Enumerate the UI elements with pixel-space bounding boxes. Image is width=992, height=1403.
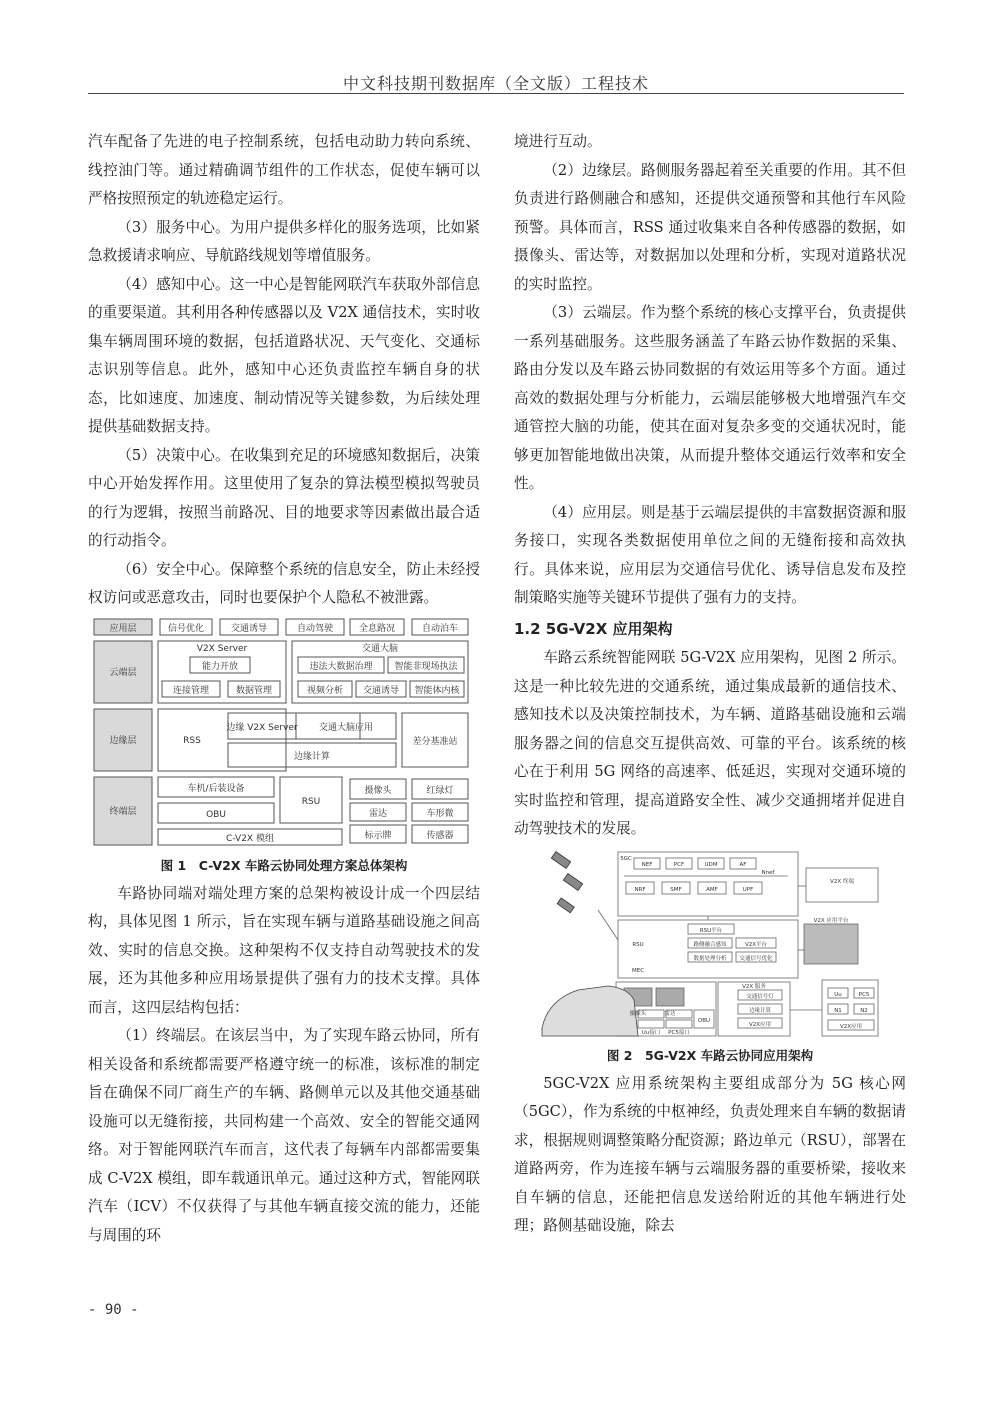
terminal-sensor: 雷达: [368, 808, 388, 819]
fig2-nf: PCF: [673, 861, 685, 868]
terminal-sensor: 传感器: [426, 830, 454, 841]
figure-2-architecture-diagram: [538, 850, 884, 1040]
fig2-rsu-item: V2X平台: [744, 941, 768, 948]
fig2-nf: UPF: [742, 886, 754, 893]
fig2-sensor: 边缘计算: [748, 1007, 772, 1014]
layer-label: 云端层: [109, 667, 137, 678]
cloud-item: 连接管理: [172, 685, 210, 696]
fig2-nf: AF: [739, 861, 747, 868]
fig2-right-item: PC5: [858, 991, 870, 998]
edge-brain: 交通大脑应用: [318, 722, 374, 733]
fig2-right-item: V2X应用: [839, 1023, 863, 1030]
cloud-item: 能力开放: [201, 661, 239, 672]
fig2-right-item: Uu: [834, 991, 842, 998]
fig2-obu-item: PC5接口: [668, 1029, 690, 1036]
edge-compute: 边缘计算: [293, 751, 331, 762]
satellite-icon: [551, 851, 582, 912]
fig2-label: 5GC: [620, 855, 632, 862]
edge-gnss: 差分基准站: [412, 736, 458, 747]
paragraph: （4）感知中心。这一中心是智能网联汽车获取外部信息的重要渠道。其利用各种传感器以及 V2X 通信技术，实时收集车辆周围环境的数据，包括道路状况、天气变化、交通标志识别等信息。此外，感知中心还负责监控车辆自身的状态，比如速度、加速度、制动情况等关键参数，为后续处理提供基础数据支持。: [88, 275, 480, 435]
section-heading: 1.2 5G-V2X 应用架构: [514, 619, 673, 638]
fig2-platform: V2X 应用平台: [813, 917, 849, 924]
layer-label: 终端层: [109, 806, 137, 817]
fig2-nf: NEF: [641, 861, 653, 868]
fig2-rsu: RSU: [632, 941, 644, 948]
layer-label: 边缘层: [109, 735, 137, 746]
paragraph: 5GC-V2X 应用系统架构主要组成部分为 5G 核心网（5GC），作为系统的中枢神经，负责处理来自车辆的数据请求，根据规则调整策略分配资源；路边单元（RSU），部署在道路两旁，作为连接车辆与云端服务器的重要桥梁，接收来自车辆的信息，还能把信息发送给附近的其他车辆进行处理；路侧基础设施，除去: [514, 1074, 906, 1234]
paragraph: （6）安全中心。保障整个系统的信息安全，防止未经授权访问或恶意攻击，同时也要保护个人隐私不被泄露。: [88, 560, 480, 606]
fig2-service: V2X 服务: [742, 983, 766, 990]
fig2-sensor: 摄像头: [629, 1010, 647, 1017]
fig2-nf: NRF: [634, 886, 646, 893]
terminal-sensor: 摄像头: [364, 785, 392, 796]
cloud-title: V2X Server: [196, 643, 248, 654]
layer-label: 应用层: [109, 623, 137, 634]
paragraph: 境进行互动。: [514, 133, 602, 150]
paragraph: （3）云端层。作为整个系统的核心支撑平台，负责提供一系列基础服务。这些服务涵盖了车路云协作数据的采集、路由分发以及车路云协同数据的有效运用等多个方面。通过高效的数据处理与分析能力，云端层能够极大地增强汽车交通管控大脑的功能，使其在面对复杂多变的交通状况时，能够更加智能地做出决策，从而提升整体交通运行效率和安全性。: [514, 304, 906, 492]
app-item: 交通诱导: [230, 623, 268, 634]
terminal-module: C-V2X 模组: [226, 833, 274, 844]
cloud-item: 视频分析: [306, 685, 344, 696]
left-column: [88, 128, 480, 1250]
fig2-nf: UDM: [704, 861, 718, 868]
figure-1-caption: 图 1 C-V2X 车路云协同处理方案总体架构: [160, 857, 408, 873]
app-item: 信号优化: [167, 623, 205, 634]
fig2-obu-item: V2X应用: [748, 1021, 772, 1028]
cloud-item: 数据管理: [235, 685, 273, 696]
terminal-obu: OBU: [206, 809, 226, 820]
paragraph: （4）应用层。则是基于云端层提供的丰富数据资源和服务接口，实现各类数据使用单位之间的无缝衔接和高效执行。具体来说，应用层为交通信号优化、诱导信息发布及控制策略实施等关键环节提供了强有力的支持。: [514, 503, 906, 606]
terminal-sensor: 标示牌: [364, 830, 392, 841]
paragraph: （2）边缘层。路侧服务器起着至关重要的作用。其不但负责进行路侧融合和感知，还提供交通预警和其他行车风险预警。具体而言，RSS 通过收集来自各种传感器的数据，如摄像头、雷达等，对数据加以处理和分析，实现对道路状况的实时监控。: [514, 161, 906, 293]
terminal-sensor: 车形微: [426, 808, 454, 819]
fig2-rsu-item: 数据处理分析: [693, 955, 727, 962]
paragraph: （1）终端层。在该层当中，为了实现车路云协同，所有相关设备和系统都需要严格遵守统一的标准，该标准的制定旨在确保不同厂商生产的车辆、路侧单元以及其他交通基础设施可以无缝衔接，共同构建一个高效、安全的智能交通网络。对于智能网联汽车而言，这代表了每辆车内部都需要集成 C-V2X 模组，即车载通讯单元。通过这种方式，智能网联汽车（ICV）不仅获得了与其他车辆直接交流的能力，还能与周围的环: [88, 1027, 480, 1244]
running-header: 中文科技期刊数据库（全文版）工程技术: [342, 74, 649, 93]
fig2-rsu-item: 路侧融合感知: [693, 941, 727, 948]
figure-1-architecture-diagram: [92, 617, 475, 850]
fig2-right-box: V2X 终端: [830, 878, 854, 885]
paragraph: 车路协同端对端处理方案的总架构被设计成一个四层结构，具体见图 1 所示，旨在实现车辆与道路基础设施之间高效、实时的信息交换。这种架构不仅支持自动驾驶技术的发展，还为其他多种应用场景提供了强有力的技术支撑。具体而言，这四层结构包括：: [88, 884, 480, 1016]
fig2-rsu-item: RSU平台: [699, 927, 723, 934]
fig2-obu-item: Uu接口: [641, 1029, 661, 1036]
fig2-bus: Nnef: [761, 869, 775, 876]
fig2-sensor: 雷达: [664, 1010, 676, 1017]
fig2-right-item: N1: [834, 1007, 842, 1014]
fig2-mec: MEC: [631, 967, 645, 974]
paragraph: 汽车配备了先进的电子控制系统，包括电动助力转向系统、线控油门等。通过精确调节组件的工作状态，促使车辆可以严格按照预定的轨迹稳定运行。: [88, 133, 480, 207]
paragraph: （5）决策中心。在收集到充足的环境感知数据后，决策中心开始发挥作用。这里使用了复杂的算法模型模拟驾驶员的行为逻辑，按照当前路况、目的地要求等因素做出最合适的行动指令。: [88, 446, 480, 549]
page-number: - 90 -: [88, 1302, 139, 1318]
app-item: 自动泊车: [421, 623, 459, 634]
app-item: 自动驾驶: [296, 623, 334, 634]
fig2-right-item: N2: [860, 1007, 868, 1014]
edge-rss: RSS: [183, 735, 201, 746]
cloud-item: 交通诱导: [362, 685, 400, 696]
terminal-rsu: RSU: [301, 796, 321, 807]
paragraph: 车路云系统智能网联 5G-V2X 应用架构，见图 2 所示。这是一种比较先进的交通系统，通过集成最新的通信技术、感知技术以及决策控制技术，为车辆、道路基础设施和云端服务器之间的信息交互提供高效、可靠的平台。该系统的核心在于利用 5G 网络的高速率、低延迟，实现对交通环境的实时监控和管理，提高道路安全性、减少交通拥堵并促进自动驾驶技术的发展。: [514, 649, 906, 837]
cloud-item: 违法大数据治理: [309, 661, 373, 672]
right-column: [514, 128, 906, 1241]
terminal-vehicle: 车机/后装设备: [187, 783, 245, 794]
cloud-title: 交通大脑: [361, 643, 399, 654]
terminal-sensor: 红绿灯: [426, 785, 454, 796]
paragraph: （3）服务中心。为用户提供多样化的服务选项，比如紧急救援请求响应、导航路线规划等增值服务。: [88, 218, 480, 264]
fig2-nf: AMF: [706, 886, 718, 893]
figure-2-caption: 图 2 5G-V2X 车路云协同应用架构: [606, 1047, 814, 1063]
fig2-obu: OBU: [697, 1017, 711, 1024]
cloud-item: 智能非现场执法: [394, 661, 458, 672]
cloud-item: 智能体内核: [414, 685, 460, 696]
header-rule: [88, 93, 904, 94]
fig2-rsu-item: 交通信号优化: [739, 955, 773, 962]
fig2-sensor: 交通信号灯: [746, 993, 774, 1000]
app-item: 全息路况: [358, 623, 396, 634]
edge-server: 边缘 V2X Server: [226, 722, 298, 733]
fig2-nf: SMF: [670, 886, 682, 893]
